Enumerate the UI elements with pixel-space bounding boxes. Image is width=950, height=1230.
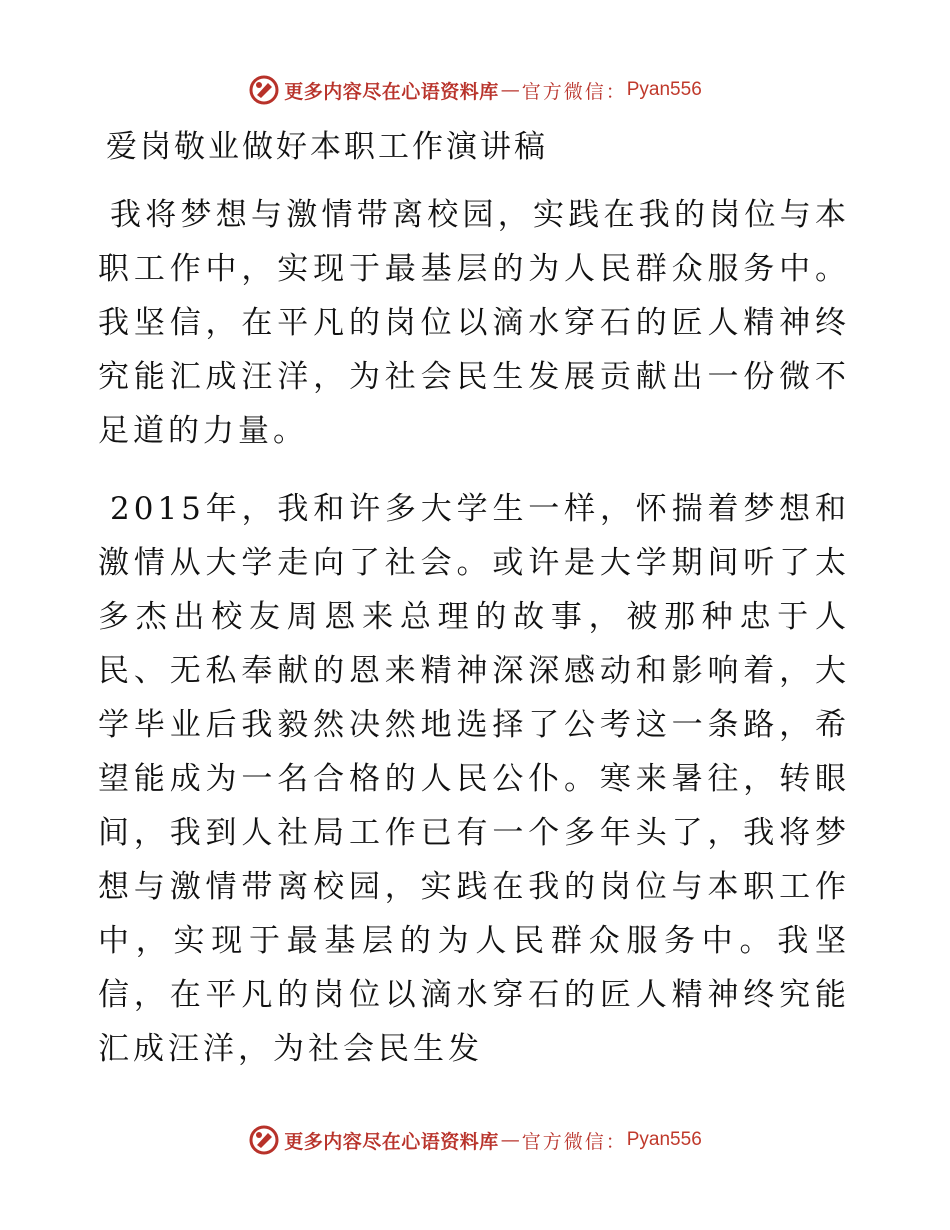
watermark-dash: — — [500, 79, 520, 101]
logo-icon — [248, 1124, 280, 1156]
watermark-dash: — — [500, 1129, 520, 1151]
footer-watermark — [0, 1120, 950, 1160]
header-watermark — [0, 70, 950, 110]
document-body — [98, 124, 850, 1076]
watermark-wechat-handle: Pyan556 — [626, 79, 702, 100]
watermark-wechat-handle: Pyan556 — [626, 1129, 702, 1150]
document-title: 爱岗敬业做好本职工作演讲稿 — [106, 129, 548, 165]
paragraph: 我将梦想与激情带离校园，实践在我的岗位与本职工作中，实现于最基层的为人民群众服务中。我坚信，在平凡的岗位以滴水穿石的匠人精神终究能汇成汪洋，为社会民生发展贡献出一份微不足道的力量。 — [98, 197, 850, 449]
watermark-main-text: 更多内容尽在心语资料库 — [284, 80, 499, 103]
watermark-main-text: 更多内容尽在心语资料库 — [284, 1130, 499, 1153]
watermark-wechat-label: 官方微信： — [521, 1130, 627, 1153]
logo-icon — [248, 74, 280, 106]
watermark-wechat-label: 官方微信： — [521, 80, 627, 103]
paragraph: 2015年，我和许多大学生一样，怀揣着梦想和激情从大学走向了社会。或许是大学期间听了太多杰出校友周恩来总理的故事，被那种忠于人民、无私奉献的恩来精神深深感动和影响着，大学毕业后我毅然决然地选择了公考这一条路，希望能成为一名合格的人民公仆。寒来暑往，转眼间，我到人社局工作已有一个多年头了，我将梦想与激情带离校园，实践在我的岗位与本职工作中，实现于最基层的为人民群众服务中。我坚信，在平凡的岗位以滴水穿石的匠人精神终究能汇成汪洋，为社会民生发 — [98, 491, 850, 1067]
